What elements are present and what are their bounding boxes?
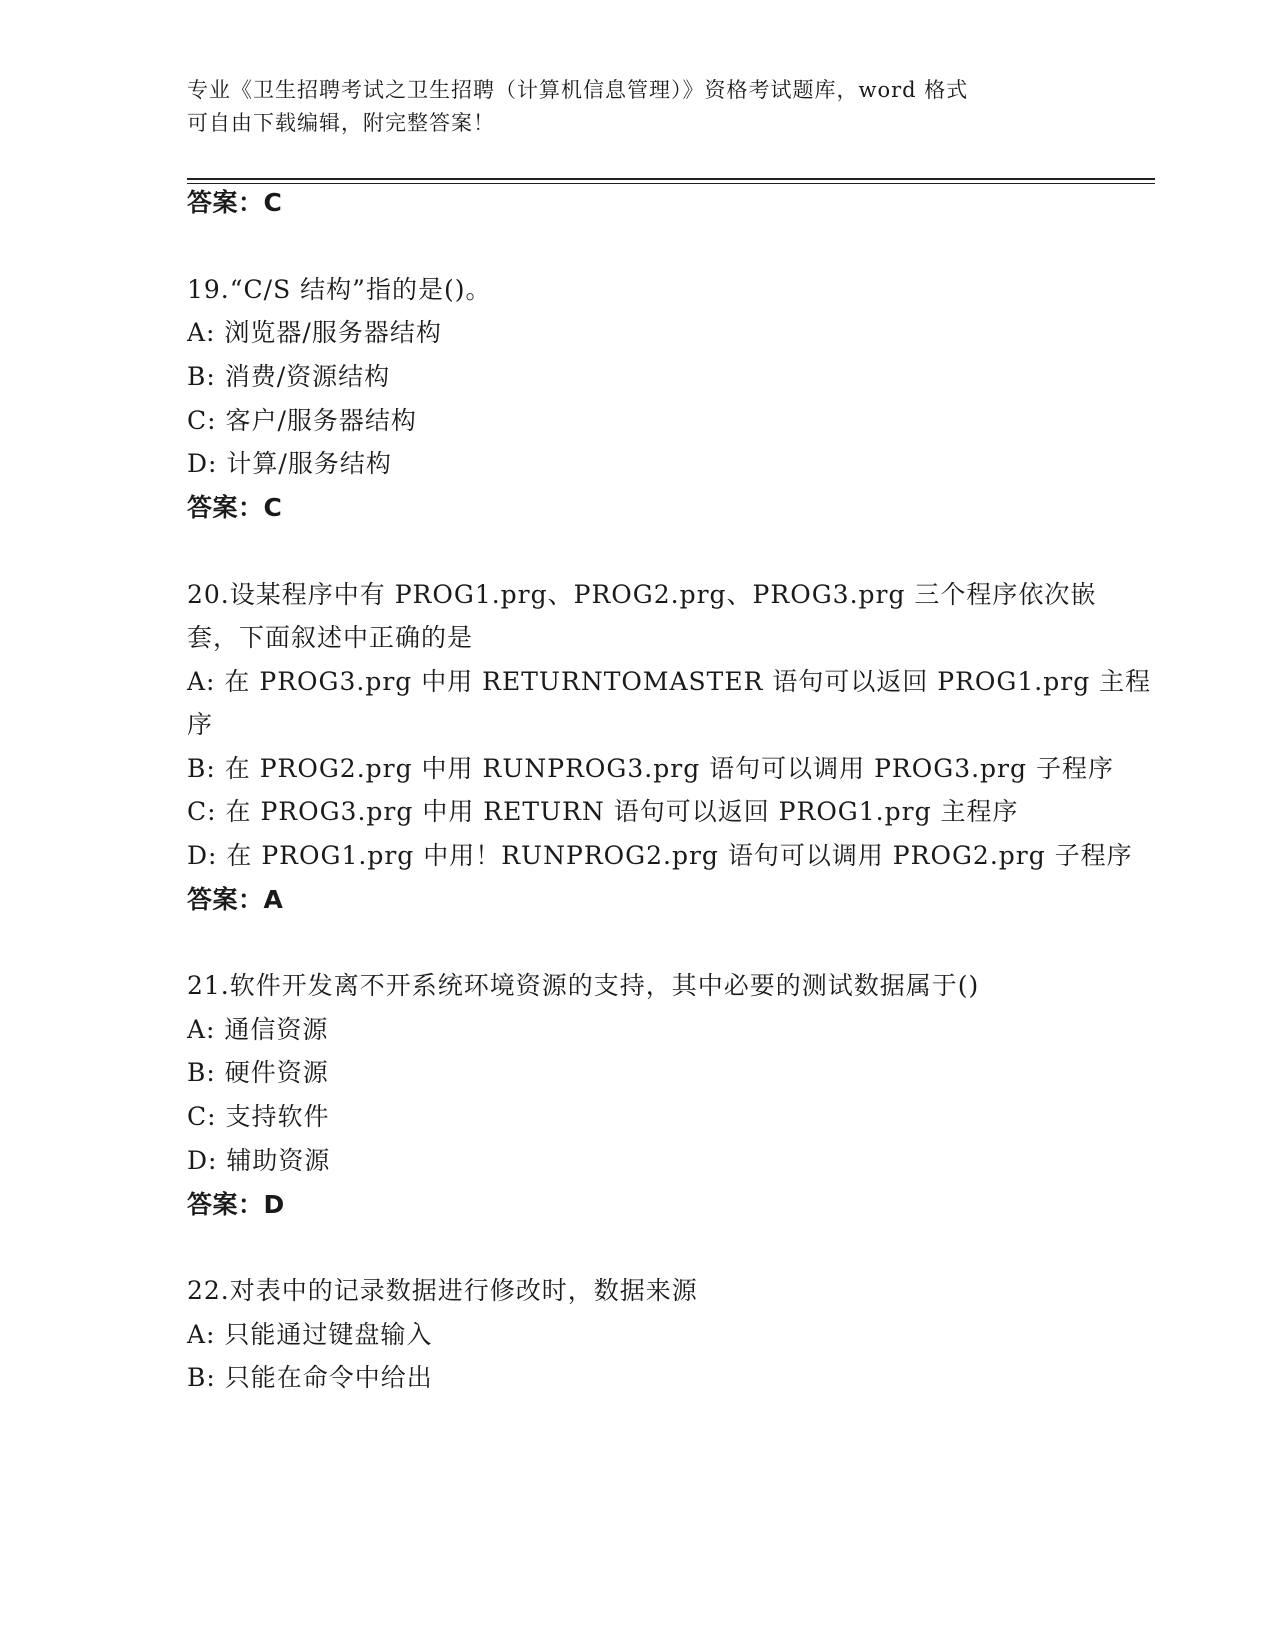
q20-option-d: D: 在 PROG1.prg 中用！RUNPROG2.prg 语句可以调用 PROG2.prg 子程序	[187, 841, 1133, 870]
q20-option-b: B: 在 PROG2.prg 中用 RUNPROG3.prg 语句可以调用 PROG3.prg 子程序	[187, 754, 1114, 783]
header-divider-thin	[187, 183, 1155, 184]
question-19: 19.“C/S 结构”指的是()。	[187, 275, 492, 304]
q19-answer: 答案：C	[187, 493, 283, 522]
q21-answer: 答案：D	[187, 1190, 285, 1219]
q22-option-a: A: 只能通过键盘输入	[187, 1320, 433, 1349]
q20-option-a-line-2: 序	[187, 710, 214, 739]
q21-option-b: B: 硬件资源	[187, 1058, 329, 1087]
q21-option-d: D: 辅助资源	[187, 1146, 331, 1175]
header-line-1: 专业《卫生招聘考试之卫生招聘（计算机信息管理）》资格考试题库，word 格式	[187, 78, 969, 102]
question-21: 21.软件开发离不开系统环境资源的支持，其中必要的测试数据属于()	[187, 971, 980, 1000]
q21-option-a: A: 通信资源	[187, 1015, 329, 1044]
header-line-2: 可自由下载编辑，附完整答案！	[187, 111, 495, 135]
previous-answer: 答案：C	[187, 188, 283, 217]
question-22: 22.对表中的记录数据进行修改时，数据来源	[187, 1276, 698, 1305]
q20-option-c: C: 在 PROG3.prg 中用 RETURN 语句可以返回 PROG1.prg 主程序	[187, 797, 1019, 826]
q20-answer: 答案：A	[187, 885, 284, 914]
q20-option-a-line-1: A: 在 PROG3.prg 中用 RETURNTOMASTER 语句可以返回 PROG1.prg 主程	[187, 667, 1152, 696]
q22-option-b: B: 只能在命令中给出	[187, 1363, 433, 1392]
question-20-line-1: 20.设某程序中有 PROG1.prg、PROG2.prg、PROG3.prg 三个程序依次嵌	[187, 580, 1097, 609]
document-header	[187, 74, 1087, 140]
q19-option-a: A: 浏览器/服务器结构	[187, 318, 442, 347]
question-20-line-2: 套，下面叙述中正确的是	[187, 623, 474, 652]
q19-option-d: D: 计算/服务结构	[187, 449, 392, 478]
q19-option-b: B: 消费/资源结构	[187, 362, 391, 391]
header-divider-thick	[187, 178, 1155, 180]
q19-option-c: C: 客户/服务器结构	[187, 406, 417, 435]
q21-option-c: C: 支持软件	[187, 1102, 330, 1131]
